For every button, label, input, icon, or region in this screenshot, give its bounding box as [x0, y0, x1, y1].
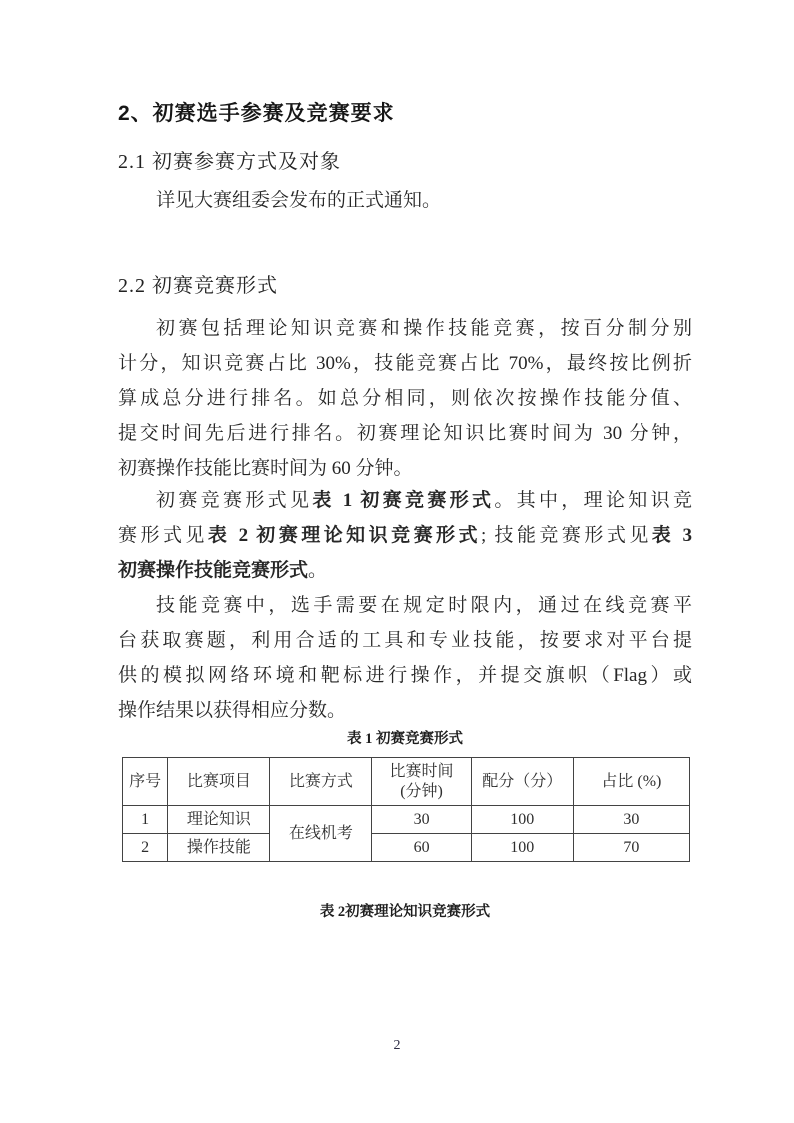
- paragraph-line: 初赛包括理论知识竞赛和操作技能竞赛，按百分制分别: [156, 318, 692, 339]
- cell-time: 30: [372, 806, 471, 834]
- column-header-no: 序号: [123, 758, 168, 806]
- paragraph-line: 台获取赛题，利用合适的工具和专业技能，按要求对平台提: [118, 630, 692, 651]
- section-heading-2: 2、初赛选手参赛及竞赛要求: [118, 102, 395, 125]
- cell-ratio: 30: [573, 806, 689, 834]
- subsection-heading-2-2: 2.2 初赛竞赛形式: [118, 275, 278, 297]
- page-number: 2: [393, 1038, 401, 1053]
- cell-ratio: 70: [573, 834, 689, 862]
- paragraph-table-references: [118, 483, 692, 588]
- cell-item: 理论知识: [168, 806, 270, 834]
- paragraph-line: 计分，知识竞赛占比 30%，技能竞赛占比 70%，最终按比例折: [118, 353, 692, 374]
- paragraph-line: 技能竞赛中，选手需要在规定时限内，通过在线竞赛平: [156, 595, 692, 616]
- cell-item: 操作技能: [168, 834, 270, 862]
- cell-no: 1: [123, 806, 168, 834]
- table-1-competition-format: [122, 757, 690, 862]
- paragraph-line: [118, 553, 692, 588]
- text-run-bold: 表 2 初赛理论知识竞赛形式: [207, 525, 481, 546]
- cell-time: 60: [372, 834, 471, 862]
- paragraph-notice: 详见大赛组委会发布的正式通知。: [156, 190, 442, 211]
- column-header-mode: 比赛方式: [270, 758, 372, 806]
- text-run: 初赛竞赛形式见: [156, 490, 313, 511]
- text-run-bold: 初赛操作技能竞赛形式: [118, 560, 309, 581]
- cell-mode-merged: 在线机考: [270, 806, 372, 862]
- paragraph-line: [118, 483, 692, 518]
- paragraph-line: 初赛操作技能比赛时间为 60 分钟。: [118, 458, 413, 479]
- column-header-time-line1: 比赛时间: [389, 762, 454, 780]
- column-header-score: 配分（分）: [471, 758, 573, 806]
- paragraph-line: 提交时间先后进行排名。初赛理论知识比赛时间为 30 分钟，: [118, 423, 692, 444]
- subsection-heading-2-1: 2.1 初赛参赛方式及对象: [118, 151, 341, 173]
- paragraph-line: 供的模拟网络环境和靶标进行操作，并提交旗帜（Flag）或: [118, 665, 692, 686]
- cell-score: 100: [471, 834, 573, 862]
- text-run-bold: 表 3: [651, 525, 692, 546]
- text-run: 。其中，理论知识竞: [494, 490, 692, 511]
- table-header-row: [123, 758, 690, 806]
- paragraph-line: [118, 518, 692, 553]
- column-header-ratio: 占比 (%): [573, 758, 689, 806]
- cell-no: 2: [123, 834, 168, 862]
- cell-score: 100: [471, 806, 573, 834]
- text-run-bold: 表 1 初赛竞赛形式: [312, 490, 495, 511]
- paragraph-line: 操作结果以获得相应分数。: [118, 700, 347, 721]
- column-header-time: [372, 758, 471, 806]
- text-run: ; 技能竞赛形式见: [481, 525, 652, 546]
- paragraph-line: 算成总分进行排名。如总分相同，则依次按操作技能分值、: [118, 388, 692, 409]
- table-row: [123, 806, 690, 834]
- text-run: 。: [308, 560, 328, 581]
- text-run: 赛形式见: [118, 525, 208, 546]
- column-header-time-line2: (分钟): [400, 782, 443, 800]
- column-header-item: 比赛项目: [168, 758, 270, 806]
- table-2-caption: 表 2初赛理论知识竞赛形式: [319, 904, 491, 920]
- table-row: [123, 834, 690, 862]
- paragraph-skill-competition: [118, 588, 692, 728]
- table-1-caption: 表 1 初赛竞赛形式: [347, 731, 463, 747]
- paragraph-competition-overview: [118, 311, 692, 486]
